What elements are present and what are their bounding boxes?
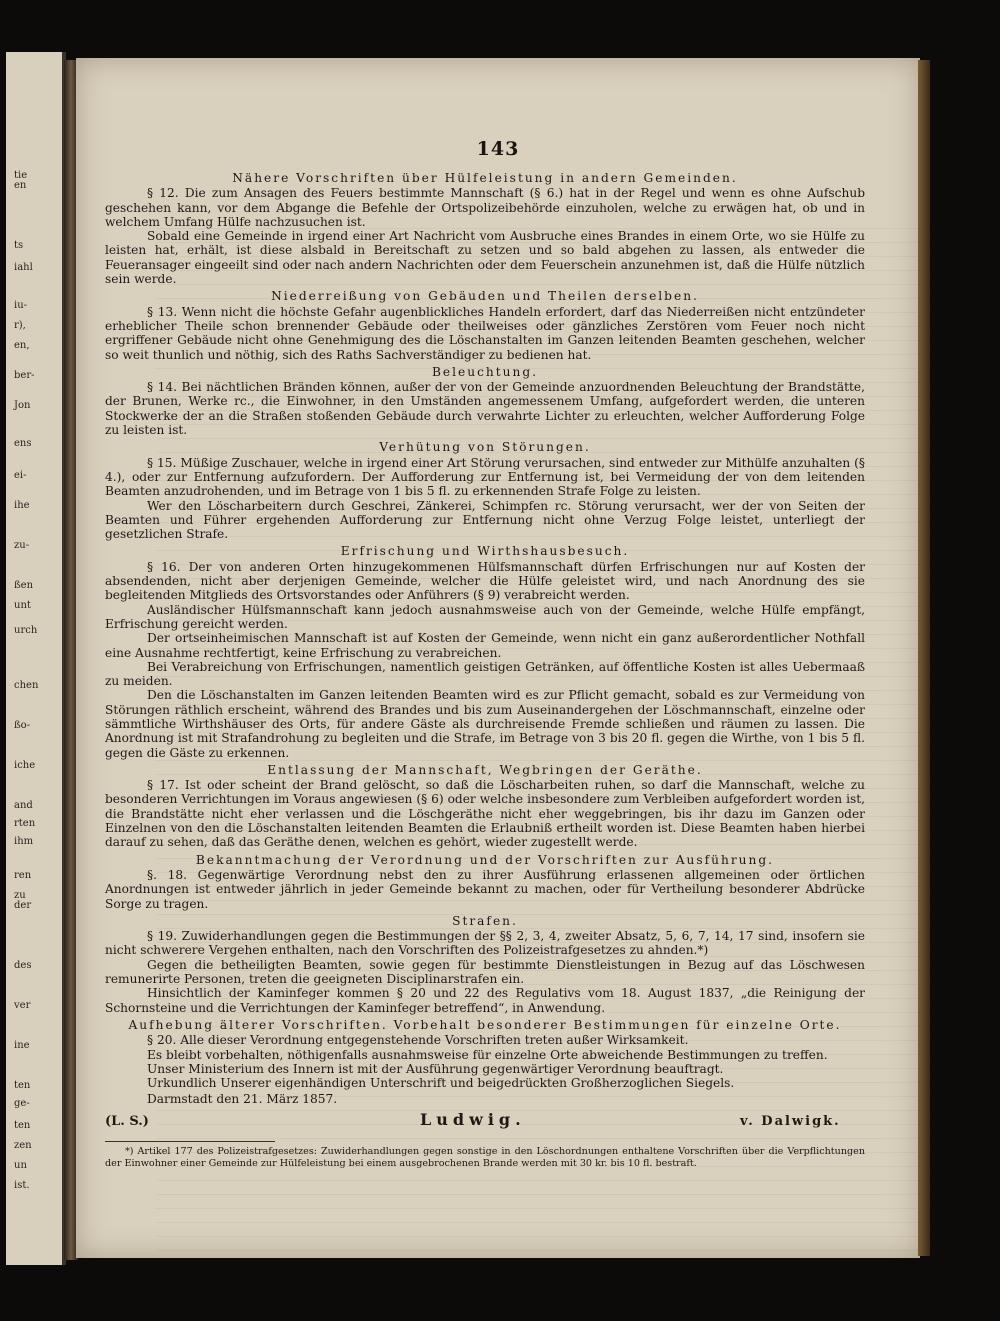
paragraph: Ausländischer Hülfsmannschaft kann jedoch ausnahmsweise auch von der Gemeinde, welche Hülfe empfängt, Erfrischung gereicht werden. [105, 602, 865, 631]
margin-fragment: zu [14, 890, 26, 901]
margin-fragment: zen [14, 1140, 32, 1151]
margin-fragment: en, [14, 340, 30, 351]
paragraph: § 16. Der von anderen Orten hinzugekommenen Hülfsmannschaft dürfen Erfrischungen nur auf Kosten der absendenden, nicht aber derjenigen Gemeinde, welcher die Hülfe geleistet wird, und nach Anordnung des sie begleitenden Mitglieds des Ortsvorstandes oder Anführers (§ 9) verabreicht werden. [105, 559, 865, 603]
date-line: Darmstadt den 21. März 1857. [147, 1092, 338, 1107]
paragraph: Sobald eine Gemeinde in irgend einer Art Nachricht vom Ausbruche eines Brandes in einem Orte, wo sie Hülfe zu leisten hat, erhält, ist diese alsbald in Bereitschaft zu setzen und so bald abgehen zu lassen, als entweder die Feueransager eingeeilt sind oder nach andern Nachrichten oder dem Feuerschein anzunehmen ist, daß die Hülfe nützlich sein werde. [105, 229, 865, 287]
paragraph: § 17. Ist oder scheint der Brand gelöscht, so daß die Löscharbeiten ruhen, so darf die Mannschaft, welche zu besonderen Verrichtungen im Voraus angewiesen (§ 6) oder welche insbesondere zum Verbleiben aufgefordert worden ist, die Brandstätte nicht eher verlassen und die Löschgeräthe nicht eher weggebringen, bis ihr dazu im Ganzen oder Einzelnen von den die Löschanstalten leitenden Beamten die Erlaubniß ertheilt worden ist. Diese Beamten haben hierbei darauf zu sehen, daß das Geräthe denen, welchen es gehört, wieder zugestellt werde. [105, 778, 865, 850]
paragraph: Den die Löschanstalten im Ganzen leitenden Beamten wird es zur Pflicht gemacht, sobald es zur Vermeidung von Störungen räthlich erscheint, während des Brandes und bis zum Auseinandergehen der Löschmannschaft, einzelne oder sämmtliche Wirthshäuser des Orts, für andere Gäste als durchreisende Fremde schließen und räumen zu lassen. Die Anordnung ist mit Strafandrohung zu begleiten und die Strafe, im Betrage von 3 bis 20 fl. gegen die Wirthe, von 1 bis 5 fl. gegen die Gäste zu erkennen. [105, 688, 865, 760]
paragraph: § 15. Müßige Zuschauer, welche in irgend einer Art Störung verursachen, sind entweder zur Mithülfe anzuhalten (§ 4.), oder zur Entfernung aufzufordern. Der Aufforderung zur Entfernung ist, bei Vermeidung der von dem leitenden Beamten anzudrohenden, und im Betrage von 1 bis 5 fl. zu erkennenden Strafe Folge zu leisten. [105, 455, 865, 499]
margin-fragment: ts [14, 240, 24, 251]
margin-fragment: en [14, 180, 27, 191]
margin-fragment: ei- [14, 470, 27, 481]
section-heading: Strafen. [452, 913, 518, 928]
paragraph: § 20. Alle dieser Verordnung entgegenstehende Vorschriften treten außer Wirksamkeit. [147, 1033, 689, 1048]
margin-fragment: der [14, 900, 32, 911]
margin-fragment: rten [14, 818, 36, 829]
margin-fragment: iahl [14, 262, 33, 273]
margin-fragment: ber- [14, 370, 35, 381]
margin-fragment: zu- [14, 540, 30, 551]
paragraph: Wer den Löscharbeitern durch Geschrei, Zänkerei, Schimpfen rc. Störung verursacht, wer der von Seiten der Beamten und Führer ergehenden Aufforderung zur Entfernung nicht ohne Verzug Folge leistet, unterliegt der gesetzlichen Strafe. [105, 498, 865, 542]
page-number: 143 [476, 138, 520, 160]
section-heading: Niederreißung von Gebäuden und Theilen derselben. [271, 289, 699, 304]
margin-fragment: r), [14, 320, 26, 331]
signature-block [105, 1111, 865, 1137]
signature-monarch: Ludwig. [420, 1109, 526, 1129]
margin-fragment: ist. [14, 1180, 30, 1191]
margin-fragment: iu- [14, 300, 28, 311]
paragraph: Unser Ministerium des Innern ist mit der Ausführung gegenwärtiger Verordnung beauftragt. [147, 1061, 724, 1076]
margin-fragment: ten [14, 1120, 31, 1131]
margin-fragment: and [14, 800, 33, 811]
section-heading: Entlassung der Mannschaft, Wegbringen der Geräthe. [267, 762, 703, 777]
adjacent-page-edge [6, 52, 66, 1265]
paragraph: § 12. Die zum Ansagen des Feuers bestimmte Mannschaft (§ 6.) hat in der Regel und wenn es ohne Aufschub geschehen kann, vor dem Abgange die Befehle der Ortspolizeibehörde einzuholen, welche zu erwägen hat, ob und in welchem Umfang Hülfe nachzusuchen ist. [105, 186, 865, 229]
margin-fragment: ge- [14, 1098, 30, 1109]
seal-mark: (L. S.) [105, 1113, 149, 1129]
margin-fragment: ßo- [14, 720, 31, 731]
margin-fragment: des [14, 960, 32, 971]
section-heading: Bekanntmachung der Verordnung und der Vorschriften zur Ausführung. [195, 852, 775, 867]
section-heading: Beleuchtung. [431, 364, 539, 379]
margin-fragment: ens [14, 438, 32, 449]
document-body [105, 168, 865, 1170]
footnote: *) Artikel 177 des Polizeistrafgesetzes: Zuwiderhandlungen gegen sonstige in den Löschordnungen enthaltene Vorschriften über die Verpflichtungen der Einwohner einer Gemeinde zur Hülfeleistung bei einem ausgebrochenen Brande werden mit 30 kr. bis 10 fl. bestraft. [105, 1145, 865, 1169]
section-heading: Nähere Vorschriften über Hülfeleistung in andern Gemeinden. [232, 171, 738, 185]
margin-fragment: un [14, 1160, 27, 1171]
paragraph: § 19. Zuwiderhandlungen gegen die Bestimmungen der §§ 2, 3, 4, zweiter Absatz, 5, 6, 7, 14, 17 sind, insofern sie nicht schwerere Vergehen enthalten, nach den Vorschriften des Polizeistrafgesetzes zu ahnden.*) [105, 929, 865, 958]
section-heading: Erfrischung und Wirthshausbesuch. [340, 544, 630, 559]
paragraph: § 14. Bei nächtlichen Bränden können, außer der von der Gemeinde anzuordnenden Beleuchtung der Brandstätte, der Brunen, Werke rc., die Einwohner, in den Umständen angemessenem Umfang, aufgefordert werden, die unteren Stockwerke der an die Straßen stoßenden Gebäude durch verwahrte Lichter zu erleuchten, welcher Aufforderung Folge zu leisten ist. [105, 380, 865, 438]
paragraph: Es bleibt vorbehalten, nöthigenfalls ausnahmsweise für einzelne Orte abweichende Bestimmungen zu treffen. [147, 1047, 828, 1062]
paragraph: Urkundlich Unserer eigenhändigen Unterschrift und beigedrückten Großherzoglichen Siegels. [147, 1076, 735, 1091]
paragraph: Hinsichtlich der Kaminfeger kommen § 20 und 22 des Regulativs vom 18. August 1837, „die Reinigung der Schornsteine und die Verrichtungen der Kaminfeger betreffend“, in Anwendung. [105, 986, 865, 1015]
margin-fragment: ver [14, 1000, 31, 1011]
sections-container [105, 171, 865, 1090]
paragraph: §. 18. Gegenwärtige Verordnung nebst den zu ihrer Ausführung erlassenen allgemeinen oder örtlichen Anordnungen ist entweder jährlich in jeder Gemeinde bekannt zu machen, oder für Vertheilung besonderer Abdrücke Sorge zu tragen. [105, 867, 865, 911]
margin-fragment: unt [14, 600, 31, 611]
paragraph: Gegen die betheiligten Beamten, sowie gegen für bestimmte Dienstleistungen in Bezug auf das Löschwesen remunerirte Personen, treten die geeigneten Disciplinarstrafen ein. [105, 957, 865, 987]
margin-fragment: chen [14, 680, 39, 691]
margin-fragment: urch [14, 625, 38, 636]
paragraph: § 13. Wenn nicht die höchste Gefahr augenblickliches Handeln erfordert, darf das Niederreißen nicht entzündeter erheblicher Theile schon brennender Gebäude oder theilweises oder gänzliches Zerstören vom Feuer noch nicht ergriffener Gebäude nicht ohne Genehmigung des die Löschanstalten im Ganzen leitenden Beamten geschehen, welcher so weit thunlich und nöthig, sich des Raths Sachverständiger zu bedienen hat. [105, 304, 865, 362]
margin-fragment: iche [14, 760, 36, 771]
margin-fragment: tie [14, 170, 28, 181]
footnote-rule [105, 1141, 275, 1142]
margin-fragment: ten [14, 1080, 31, 1091]
page-edge [918, 60, 930, 1256]
section-heading: Aufhebung älterer Vorschriften. Vorbehalt besonderer Bestimmungen für einzelne Orte. [128, 1017, 842, 1032]
margin-fragment: ine [14, 1040, 30, 1051]
margin-fragment: ßen [14, 580, 34, 591]
margin-fragment: Jon [14, 400, 31, 411]
margin-fragment: ren [14, 870, 32, 881]
paragraph: Bei Verabreichung von Erfrischungen, namentlich geistigen Getränken, auf öffentliche Kosten ist alles Uebermaaß zu meiden. [105, 659, 865, 689]
section-heading: Verhütung von Störungen. [379, 440, 591, 455]
margin-fragment: ihe [14, 500, 30, 511]
signature-minister: v. Dalwigk. [740, 1113, 841, 1129]
margin-fragment: ihm [14, 836, 34, 847]
paragraph: Der ortseinheimischen Mannschaft ist auf Kosten der Gemeinde, wenn nicht ein ganz außerordentlicher Nothfall eine Ausnahme rechtfertigt, keine Erfrischung zu verabreichen. [105, 631, 865, 660]
